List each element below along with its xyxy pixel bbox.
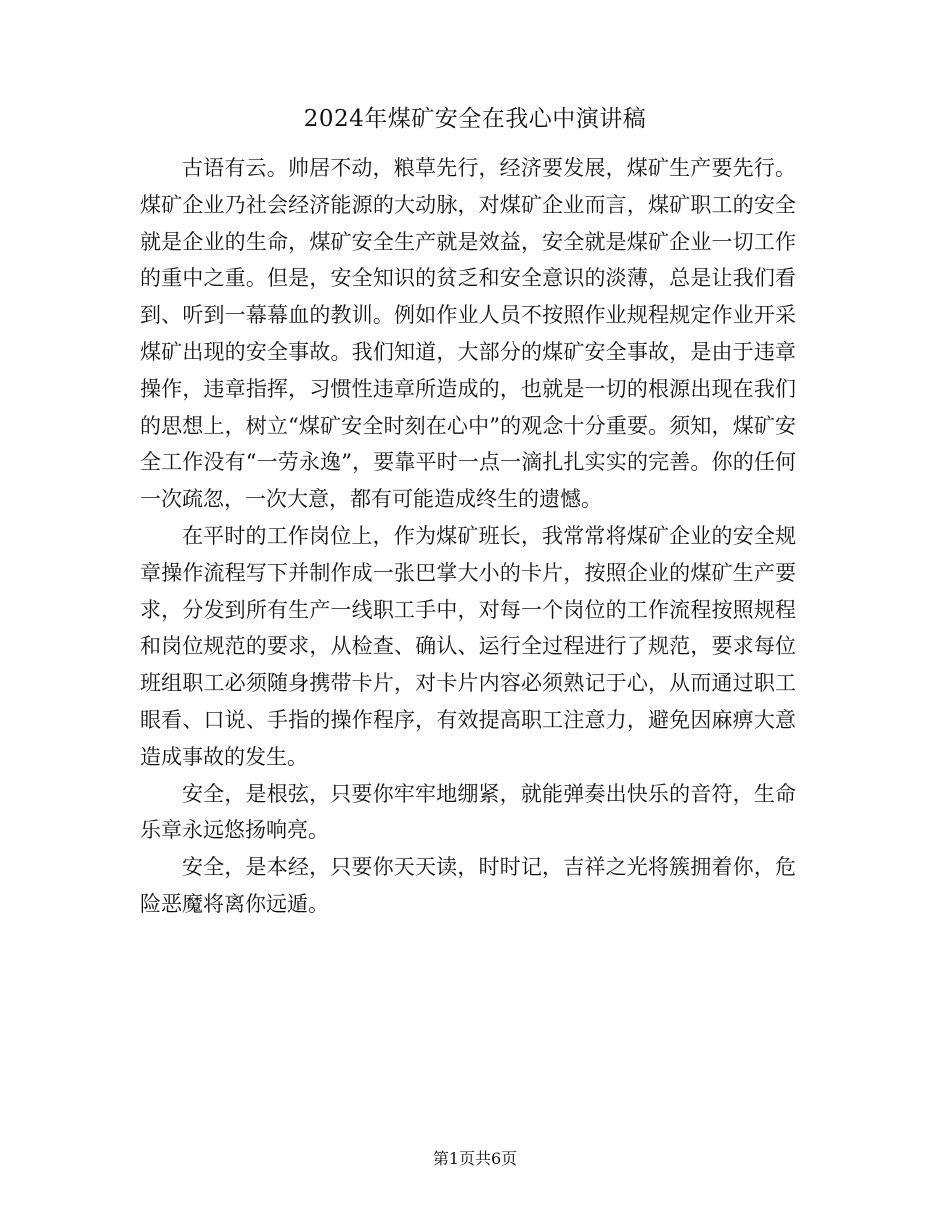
paragraph-2: 在平时的工作岗位上，作为煤矿班长，我常常将煤矿企业的安全规章操作流程写下并制作成一张巴掌大小的卡片，按照企业的煤矿生产要求，分发到所有生产一线职工手中，对每一个岗位的工作流程按照规程和岗位规范的要求，从检查、确认、运行全过程进行了规范，要求每位班组职工必须随身携带卡片，对卡片内容必须熟记于心，从而通过职工眼看、口说、手指的操作程序，有效提高职工注意力，避免因麻痹大意造成事故的发生。 — [140, 523, 796, 769]
page-footer: 第1页共6页 — [432, 1149, 518, 1168]
paragraph-4: 安全，是本经，只要你天天读，时时记，吉祥之光将簇拥着你，危险恶魔将离你远遁。 — [140, 855, 796, 916]
paragraph-1: 古语有云。帅居不动，粮草先行，经济要发展，煤矿生产要先行。煤矿企业乃社会经济能源的大动脉，对煤矿企业而言，煤矿职工的安全就是企业的生命，煤矿安全生产就是效益，安全就是煤矿企业一切工作的重中之重。但是，安全知识的贫乏和安全意识的淡薄，总是让我们看到、听到一幕幕血的教训。例如作业人员不按照作业规程规定作业开采煤矿出现的安全事故。我们知道，大部分的煤矿安全事故，是由于违章操作，违章指挥，习惯性违章所造成的，也就是一切的根源出现在我们的思想上，树立“煤矿安全时刻在心中”的观念十分重要。须知，煤矿安全工作没有“一劳永逸”，要靠平时一点一滴扎扎实实的完善。你的任何一次疏忽，一次大意，都有可能造成终生的遗憾。 — [140, 156, 796, 512]
document-body — [140, 150, 796, 923]
document-title: 2024年煤矿安全在我心中演讲稿 — [303, 106, 647, 132]
paragraph-3: 安全，是根弦，只要你牢牢地绷紧，就能弹奏出快乐的音符，生命乐章永远悠扬响亮。 — [140, 781, 796, 843]
